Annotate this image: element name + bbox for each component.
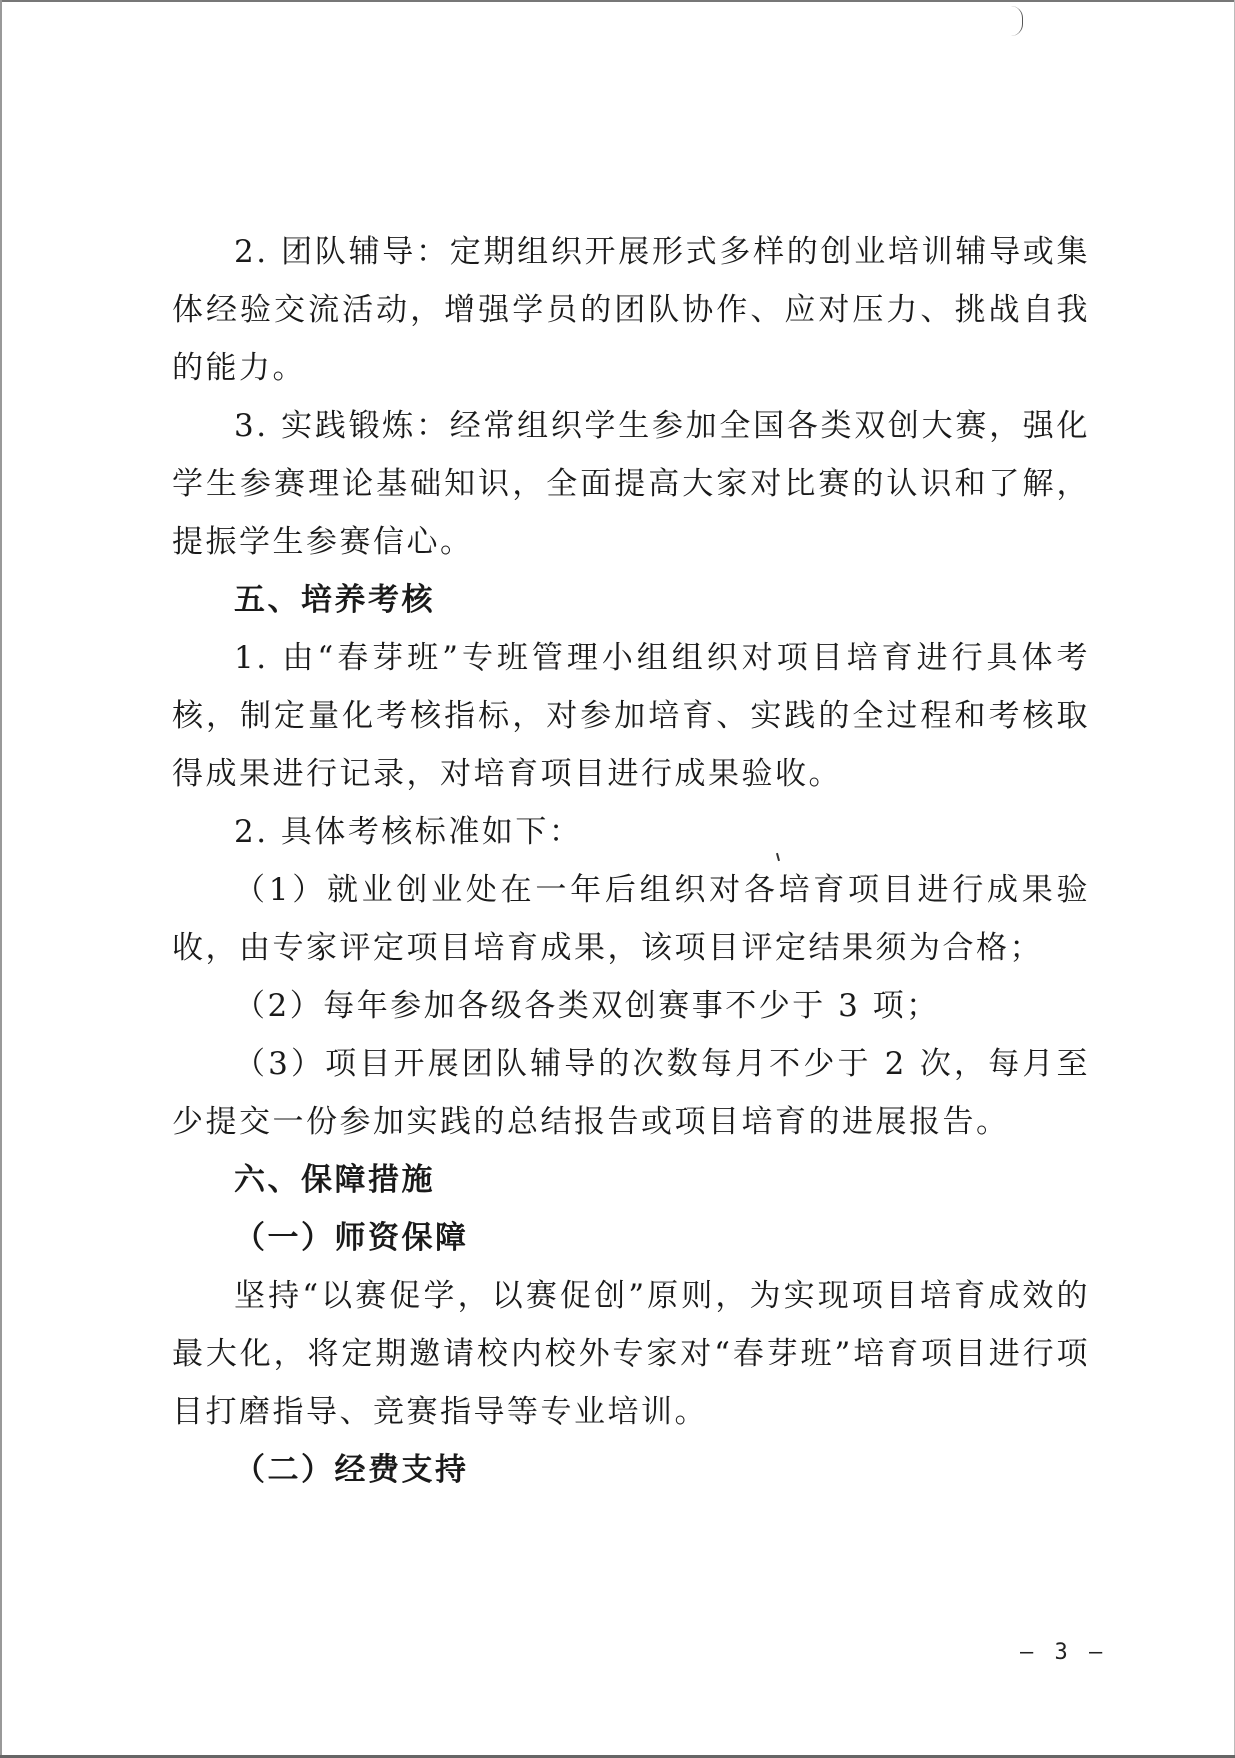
scan-edge-top (0, 0, 1235, 2)
subheading-faculty: （一）师资保障 (234, 1220, 469, 1256)
scan-corner-mark (1008, 6, 1023, 36)
paragraph-assessment-standards: 2. 具体考核标准如下： (234, 814, 583, 850)
paragraph-assessment-organization: 1. 由“春芽班”专班管理小组组织对项目培育进行具体考核，制定量化考核指标，对参加培育、实践的全过程和考核取得成果进行记录，对培育项目进行成果验收。 (172, 640, 1090, 792)
paragraph-team-guidance: 2. 团队辅导：定期组织开展形式多样的创业培训辅导或集体经验交流活动，增强学员的团队协作、应对压力、挑战自我的能力。 (172, 234, 1090, 386)
document-body (172, 223, 1090, 1499)
paragraph-standard-1: （1）就业创业处在一年后组织对各培育项目进行成果验收，由专家评定项目培育成果，该项目评定结果须为合格； (172, 872, 1090, 966)
paragraph-standard-3: （3）项目开展团队辅导的次数每月不少于 2 次，每月至少提交一份参加实践的总结报告或项目培育的进展报告。 (172, 1046, 1090, 1140)
paragraph-practice-training: 3. 实践锻炼：经常组织学生参加全国各类双创大赛，强化学生参赛理论基础知识，全面提高大家对比赛的认识和了解，提振学生参赛信心。 (172, 408, 1090, 560)
page-number: — 3 — (1020, 1640, 1107, 1665)
paragraph-faculty: 坚持“以赛促学，以赛促创”原则，为实现项目培育成效的最大化，将定期邀请校内校外专家对“春芽班”培育项目进行项目打磨指导、竞赛指导等专业培训。 (172, 1278, 1090, 1430)
section-heading-assessment: 五、培养考核 (234, 582, 435, 618)
paragraph-standard-2: （2）每年参加各级各类双创赛事不少于 3 项； (234, 988, 940, 1024)
section-heading-safeguards: 六、保障措施 (234, 1162, 435, 1198)
scan-edge-left (0, 0, 2, 1758)
subheading-funding: （二）经费支持 (234, 1452, 469, 1488)
